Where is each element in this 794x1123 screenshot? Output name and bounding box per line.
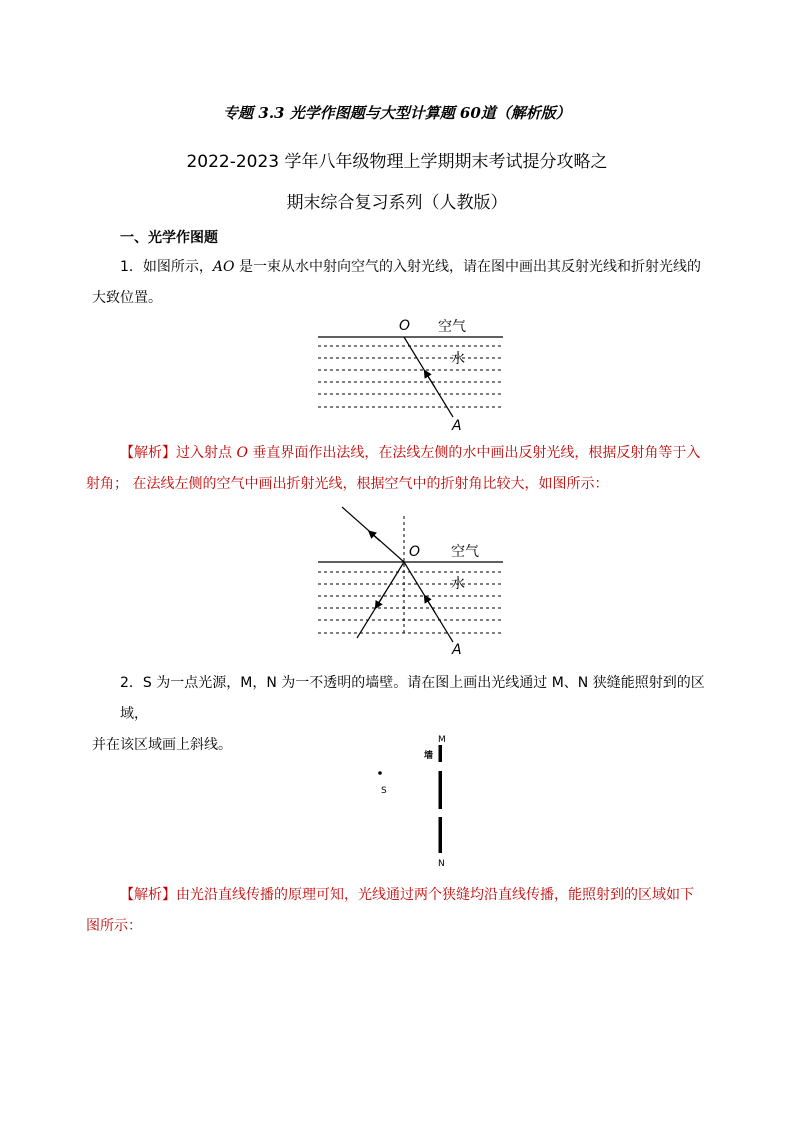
analysis-text: 射角； 在法线左侧的空气中画出折射光线，根据空气中的折射角比较大，如图所示： — [86, 476, 609, 492]
label-a: A — [452, 418, 462, 434]
point-o-label: O — [236, 445, 248, 461]
question-text: 并在该区域画上斜线。 — [92, 737, 232, 753]
label-o: O — [409, 544, 421, 560]
label-air: 空气 — [438, 319, 466, 335]
label-m: M — [438, 735, 446, 745]
figure-2-light-source-wall — [370, 730, 460, 870]
label-s: S — [381, 786, 387, 796]
analysis-tag: 【解析】 — [120, 887, 176, 903]
analysis-2 — [86, 880, 710, 942]
label-wall: 墙 — [424, 751, 434, 761]
wall-segment-bottom — [439, 817, 443, 853]
figure-1-incident-ray — [310, 312, 510, 434]
wall-segment-middle — [439, 771, 443, 809]
analysis-text: 由光沿直线传播的原理可知，光线通过两个狭缝均沿直线传播，能照射到的区域如下 — [176, 887, 694, 903]
label-water: 水 — [451, 351, 465, 367]
analysis-tag: 【解析】 — [120, 445, 176, 461]
analysis-1 — [86, 438, 710, 500]
question-text: S 为一点光源，M，N 为一不透明的墙壁。请在图上画出光线通过 M、N 狭缝能照射到的区域， — [120, 675, 705, 722]
analysis-text: 垂直界面作出法线，在法线左侧的水中画出反射光线，根据反射角等于入 — [247, 445, 701, 461]
wall-segment-top — [439, 745, 443, 762]
ray-label-ao: AO — [212, 259, 235, 275]
question-text: 如图所示， — [142, 259, 213, 275]
document-subtitle-2: 期末综合复习系列（人教版） — [286, 193, 508, 213]
label-a: A — [452, 642, 462, 658]
label-air: 空气 — [451, 544, 479, 560]
point-source-s — [378, 771, 382, 775]
question-number: 1． — [120, 259, 143, 275]
document-subtitle-1: 2022-2023 学年八年级物理上学期期末考试提分攻略之 — [186, 152, 608, 172]
section-heading: 一、光学作图题 — [120, 230, 218, 246]
figure-1-answer — [310, 502, 510, 660]
question-1 — [92, 252, 710, 314]
analysis-text: 图所示： — [86, 918, 142, 934]
question-text: 大致位置。 — [92, 290, 162, 306]
question-number: 2． — [120, 675, 143, 691]
label-water: 水 — [451, 576, 465, 592]
question-text: 是一束从水中射向空气的入射光线，请在图中画出其反射光线和折射光线的 — [234, 259, 701, 275]
label-n: N — [438, 859, 445, 869]
analysis-text: 过入射点 — [176, 445, 237, 461]
label-o: O — [399, 318, 411, 334]
document-title: 专题 3.3 光学作图题与大型计算题 60道（解析版） — [223, 104, 571, 122]
